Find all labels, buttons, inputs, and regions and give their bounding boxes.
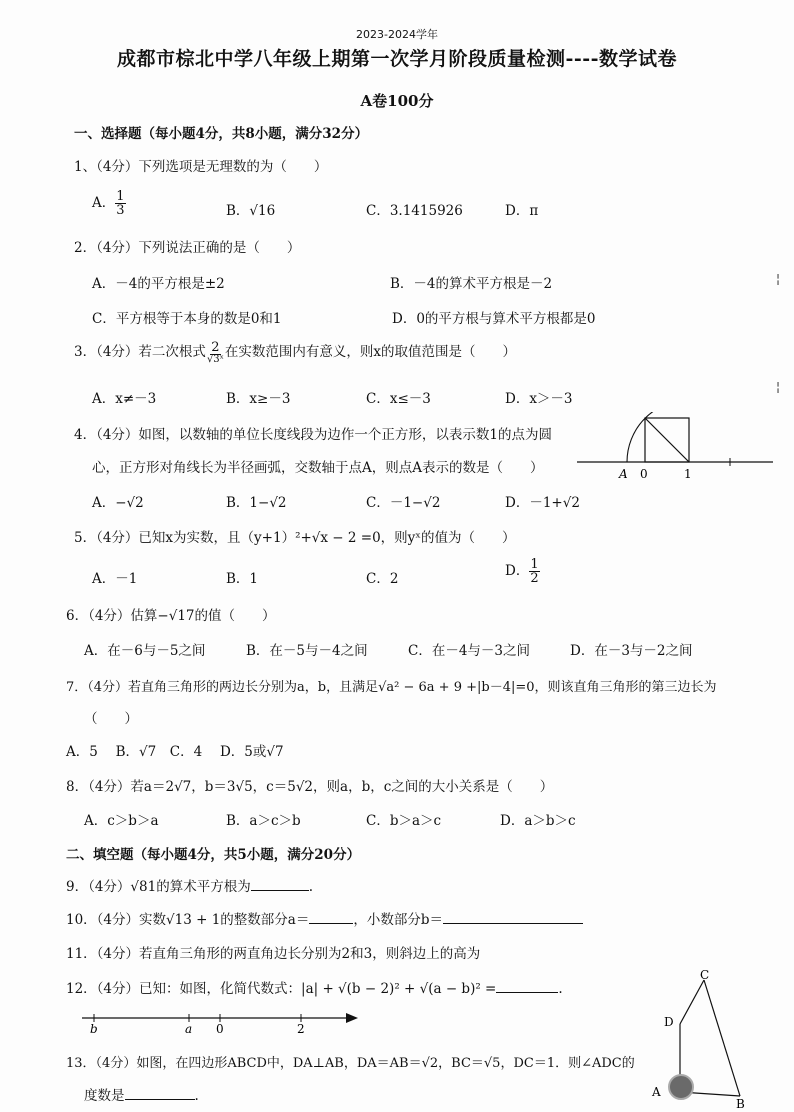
question-2-option-d: D．0的平方根与算术平方根都是0 bbox=[392, 311, 596, 327]
question-2-option-c: C．平方根等于本身的数是0和1 bbox=[92, 311, 282, 327]
question-11-stem: 11．（4分）若直角三角形的两直角边长分别为2和3，则斜边上的高为 bbox=[66, 946, 481, 962]
question-1-stem: 1、（4分）下列选项是无理数的为（ ） bbox=[74, 159, 328, 175]
question-6-option-d: D．在－3与－2之间 bbox=[570, 643, 693, 659]
question-1-option-b: B．√16 bbox=[226, 203, 276, 219]
question-3-stem: 3．（4分）若二次根式 $\frac{2}{\text{√3ˣ}}$ 在实数范围内有意义，则x的取值范围是（ ） bbox=[74, 339, 517, 365]
question-6-option-b: B．在－5与－4之间 bbox=[246, 643, 368, 659]
radius-arc bbox=[627, 412, 689, 462]
paper-part-title: A卷100分 bbox=[360, 92, 434, 110]
question-5-stem: 5．（4分）已知x为实数，且（y+1）²+√x − 2 =0，则yˣ的值为（ ） bbox=[74, 530, 516, 546]
fraction: $\frac{2}{\text{√3ˣ}}$ bbox=[206, 339, 224, 365]
question-8-option-a: A．c＞b＞a bbox=[84, 813, 159, 829]
point-a-label: a bbox=[185, 1022, 193, 1034]
point-0-label: 0 bbox=[640, 467, 648, 481]
question-1-option-a: A． $\frac{1}{3}$ bbox=[92, 189, 125, 218]
question-2-option-a: A．－4的平方根是±2 bbox=[92, 276, 225, 292]
question-12-stem: 12．（4分）已知：如图，化简代数式：|a| + √(b − 2)² + √(a − b)² = . bbox=[66, 981, 563, 997]
point-a-label: A bbox=[619, 467, 628, 481]
question-5-option-b: B．1 bbox=[226, 571, 259, 587]
question-8-option-c: C．b＞a＞c bbox=[366, 813, 442, 829]
question-10-stem: 10．（4分）实数√13 + 1的整数部分a＝ ，小数部分b＝ bbox=[66, 908, 583, 928]
question-6-option-c: C．在－4与－3之间 bbox=[408, 643, 531, 659]
number-line-figure bbox=[78, 1008, 360, 1034]
question-4-option-d: D．－1+√2 bbox=[505, 495, 580, 511]
question-8-option-b: B．a＞c＞b bbox=[226, 813, 301, 829]
question-4-option-a: A．−√2 bbox=[92, 495, 144, 511]
fraction: $\frac{1}{3}$ bbox=[116, 189, 125, 218]
number-line-square-figure bbox=[575, 412, 775, 482]
question-1-option-d: D．π bbox=[505, 203, 539, 219]
question-5-option-d: D． $\frac{1}{2}$ bbox=[505, 557, 539, 586]
vertex-c-label: C bbox=[700, 968, 710, 982]
question-13-stem-line-1: 13．（4分）如图，在四边形ABCD中，DA⊥AB，DA＝AB＝√2，BC＝√5，DC＝1．则∠ADC的 bbox=[66, 1056, 635, 1071]
answer-blank-a[interactable] bbox=[309, 923, 353, 924]
question-6-option-a: A．在－6与－5之间 bbox=[84, 643, 206, 659]
point-1-label: 1 bbox=[684, 467, 692, 481]
question-3-option-d: D．x＞－3 bbox=[505, 391, 573, 407]
section-heading-choice: 一、选择题（每小题4分，共8小题，满分32分） bbox=[74, 126, 369, 142]
margin-mark: ¦ bbox=[776, 380, 781, 394]
school-year: 2023-2024学年 bbox=[356, 28, 438, 41]
point-2-label: 2 bbox=[297, 1022, 305, 1034]
question-6-stem: 6．（4分）估算−√17的值（ ） bbox=[66, 608, 276, 624]
arrow-right-icon bbox=[346, 1013, 358, 1023]
question-9-stem: 9．（4分）√81的算术平方根为 . bbox=[66, 879, 314, 895]
answer-blank[interactable] bbox=[125, 1099, 195, 1100]
question-5-option-a: A．－1 bbox=[92, 571, 138, 587]
question-13-stem-line-2: 度数是 . bbox=[84, 1088, 199, 1104]
question-2-stem: 2．（4分）下列说法正确的是（ ） bbox=[74, 240, 301, 256]
question-4-stem-line-1: 4．（4分）如图，以数轴的单位长度线段为边作一个正方形，以表示数1的点为圆 bbox=[74, 427, 553, 443]
quadrilateral-figure bbox=[648, 968, 760, 1108]
vertex-d-label: D bbox=[664, 1015, 674, 1029]
question-7-stem: 7．（4分）若直角三角形的两边长分别为a，b，且满足√a² − 6a + 9 +|b－4|=0，则该直角三角形的第三边长为 bbox=[66, 680, 717, 695]
margin-mark: ¦ bbox=[776, 272, 781, 286]
exam-title: 成都市棕北中学八年级上期第一次学月阶段质量检测----数学试卷 bbox=[116, 48, 678, 70]
point-b-label: b bbox=[90, 1022, 98, 1034]
square-diagonal bbox=[645, 418, 689, 462]
question-8-option-d: D．a＞b＞c bbox=[500, 813, 576, 829]
question-7-paren: （ ） bbox=[84, 711, 138, 727]
question-7-options: A．5 B．√7 C．4 D．5或√7 bbox=[66, 744, 284, 760]
question-8-stem: 8．（4分）若a＝2√7，b＝3√5，c＝5√2，则a，b，c之间的大小关系是（ ） bbox=[66, 779, 554, 795]
vertex-b-label: B bbox=[736, 1097, 745, 1108]
question-3-option-c: C．x≤－3 bbox=[366, 391, 431, 407]
vertex-a-label: A bbox=[652, 1085, 661, 1099]
question-4-stem-line-2: 心，正方形对角线长为半径画弧，交数轴于点A，则点A表示的数是（ ） bbox=[92, 460, 544, 476]
question-3-option-b: B．x≥－3 bbox=[226, 391, 291, 407]
fraction: $\frac{1}{2}$ bbox=[530, 557, 539, 586]
question-2-option-b: B．－4的算术平方根是－2 bbox=[390, 276, 553, 292]
answer-blank[interactable] bbox=[496, 992, 558, 993]
section-heading-fill: 二、填空题（每小题4分，共5小题，满分20分） bbox=[66, 847, 361, 863]
question-4-option-b: B．1−√2 bbox=[226, 495, 287, 511]
point-0-label: 0 bbox=[216, 1022, 224, 1034]
question-4-option-c: C．－1−√2 bbox=[366, 495, 441, 511]
question-3-option-a: A．x≠－3 bbox=[92, 391, 157, 407]
side-cd bbox=[680, 980, 704, 1024]
answer-blank-b[interactable] bbox=[443, 923, 583, 924]
question-5-option-c: C．2 bbox=[366, 571, 399, 587]
side-bc bbox=[704, 980, 740, 1096]
scanner-watermark-icon bbox=[668, 1074, 694, 1100]
question-1-option-c: C．3.1415926 bbox=[366, 203, 463, 219]
answer-blank[interactable] bbox=[251, 890, 309, 891]
